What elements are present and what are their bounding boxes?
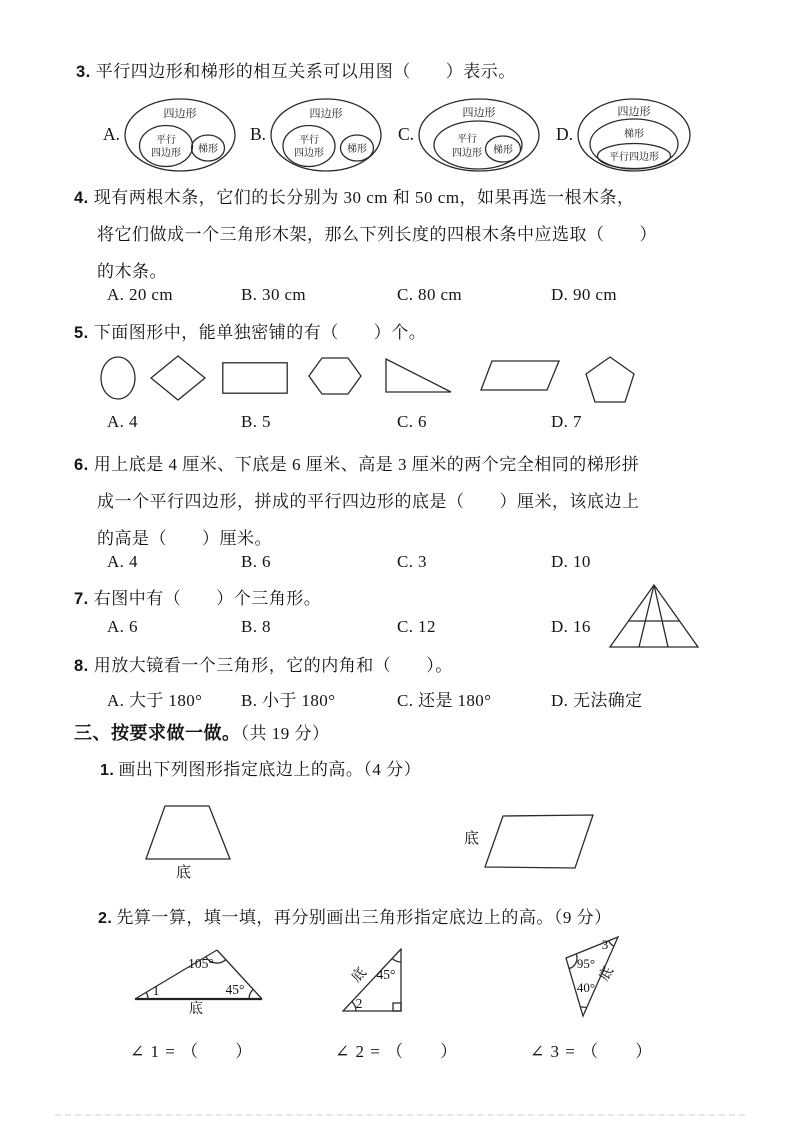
q7-option-a: A. 6 [107,617,138,636]
s3-q1-line [100,755,421,780]
q6-number: 6. [74,456,89,474]
q6-line-2 [97,487,640,512]
q6-line-3 [97,524,272,549]
q4-line-1 [74,183,635,208]
angle1-answer-blank: ∠ 1 = （ ） [130,1042,254,1061]
q5-options [0,412,793,436]
s3-q1-parallelogram-base-label: 底 [464,831,480,847]
t3-topleft-angle-label: 95° [576,956,596,971]
q8-option-b: B. 小于 180° [241,691,336,710]
q8-text: 用放大镜看一个三角形，它的内角和（ ）。 [93,656,453,675]
q5-text: 下面图形中，能单独密铺的有（ ）个。 [93,323,427,342]
q5-option-d: D. 7 [551,412,582,431]
venn-d-middle-label: 梯形 [624,129,645,140]
q4-number: 4. [74,189,89,207]
venn-a-left-label-1: 平行 [156,135,177,146]
s3-q1-trapezoid [145,805,231,860]
q7-option-d: D. 16 [551,617,591,636]
q6-option-a: A. 4 [107,552,138,571]
q7-line [74,584,321,609]
q4-text-3: 的木条。 [97,262,167,281]
q8-line [74,651,453,676]
venn-a-outer-label: 四边形 [163,108,197,120]
s3-q2-text: 先算一算，填一填，再分别画出三角形指定底边上的高。（9 分） [116,908,612,927]
t3-bottom-angle-label: 40° [576,980,596,995]
q4-line-2 [97,220,657,245]
s3-q2-number: 2. [98,910,113,927]
q6-line-1 [74,450,639,475]
q3-venn-d-label: D. [556,123,574,144]
q3-line [76,57,516,82]
venn-diagram-d [576,96,692,172]
q3-venn-b-label: B. [250,123,267,144]
venn-c-left-label-2: 四边形 [452,148,483,159]
q7-triangle-figure [608,583,700,649]
venn-diagram-b [269,96,383,172]
t2-angle2-label: 2 [355,996,363,1011]
angle3-answer-blank: ∠ 3 = （ ） [530,1042,654,1061]
q5-option-c: C. 6 [397,412,427,431]
q6-option-b: B. 6 [241,552,271,571]
q3-venn-a-label: A. [103,123,121,144]
q7-option-c: C. 12 [397,617,436,636]
q5-option-b: B. 5 [241,412,271,431]
page-bottom-divider [55,1114,745,1116]
q5-number: 5. [74,324,89,342]
q4-option-b: B. 30 cm [241,285,307,304]
t3-angle3-label: 3 [601,937,609,952]
s3-q2-triangle-1 [128,941,268,1015]
q4-text-1: 现有两根木条，它们的长分别为 30 cm 和 50 cm，如果再选一根木条， [93,188,635,207]
q3-venn-b [250,96,383,172]
q8-options [0,686,793,710]
q5-shape-rectangle [222,362,288,394]
q4-text-2: 将它们做成一个三角形木架，那么下列长度的四根木条中应选取（ ） [97,225,657,244]
venn-a-right-label: 梯形 [198,144,219,155]
section3-points: （共 19 分） [240,724,330,743]
t1-right-angle-label: 45° [225,982,245,997]
q4-option-c: C. 80 cm [397,285,463,304]
s3-q1-number: 1. [100,762,115,779]
t2-top-angle-label: 45° [376,967,396,982]
venn-c-left-label-1: 平行 [457,134,478,145]
q7-option-b: B. 8 [241,617,271,636]
t2-base-label: 底 [349,965,370,986]
venn-b-left-label-1: 平行 [299,135,320,146]
q3-venn-a [103,96,237,172]
venn-b-left-label-2: 四边形 [294,148,325,159]
q8-number: 8. [74,657,89,675]
q8-option-a: A. 大于 180° [107,691,203,710]
venn-c-right-label: 梯形 [493,145,514,156]
q7-text: 右图中有（ ）个三角形。 [93,589,322,608]
q8-option-d: D. 无法确定 [551,691,643,710]
q4-option-d: D. 90 cm [551,285,617,304]
t1-base-label: 底 [189,1002,203,1015]
q5-shape-parallelogram [480,360,560,391]
q5-shape-circle [100,356,136,400]
q6-text-2: 成一个平行四边形，拼成的平行四边形的底是（ ）厘米，该底边上 [97,492,640,511]
q3-number: 3. [76,63,91,81]
t3-base-label: 底 [596,964,617,985]
q3-venn-d [556,96,692,172]
section3-header [74,719,330,745]
t1-angle1-label: 1 [152,983,160,998]
q6-text-3: 的高是（ ）厘米。 [97,529,272,548]
venn-b-right-label: 梯形 [347,144,368,155]
q3-venn-c [398,96,541,172]
q5-line [74,318,426,343]
q4-line-3 [97,257,167,282]
q5-shape-pentagon [585,356,635,403]
venn-diagram-a [123,96,237,172]
s3-q2-triangle-2 [342,948,412,1022]
q6-options [0,552,793,576]
q8-option-c: C. 还是 180° [397,691,492,710]
q4-options [0,285,793,309]
angle2-answer-blank: ∠ 2 = （ ） [335,1042,459,1061]
s3-q1-text: 画出下列图形指定底边上的高。（4 分） [118,760,422,779]
q3-text: 平行四边形和梯形的相互关系可以用图（ ）表示。 [95,62,516,81]
venn-c-outer-label: 四边形 [462,107,496,119]
q3-venn-c-label: C. [398,123,415,144]
s3-q1-parallelogram [483,813,594,869]
venn-b-outer-label: 四边形 [309,108,343,120]
q6-text-1: 用上底是 4 厘米、下底是 6 厘米、高是 3 厘米的两个完全相同的梯形拼 [93,455,640,474]
q4-option-a: A. 20 cm [107,285,173,304]
t1-apex-angle-label: 105° [188,956,214,971]
section3-title: 三、按要求做一做。 [74,723,241,743]
q5-option-a: A. 4 [107,412,138,431]
venn-a-left-label-2: 四边形 [151,148,182,159]
s3-q2-triangle-3 [558,930,628,1022]
venn-d-inner-label: 平行四边形 [609,152,660,163]
q5-shape-right-triangle [385,358,453,394]
q7-number: 7. [74,590,89,608]
s3-q2-line [98,903,612,928]
venn-diagram-c [417,96,541,172]
s3-q1-trapezoid-base-label: 底 [176,865,192,881]
venn-d-outer-label: 四边形 [617,106,651,118]
q5-shape-rhombus [150,355,206,401]
q6-option-d: D. 10 [551,552,591,571]
q5-shape-hexagon [308,357,362,395]
q6-option-c: C. 3 [397,552,427,571]
